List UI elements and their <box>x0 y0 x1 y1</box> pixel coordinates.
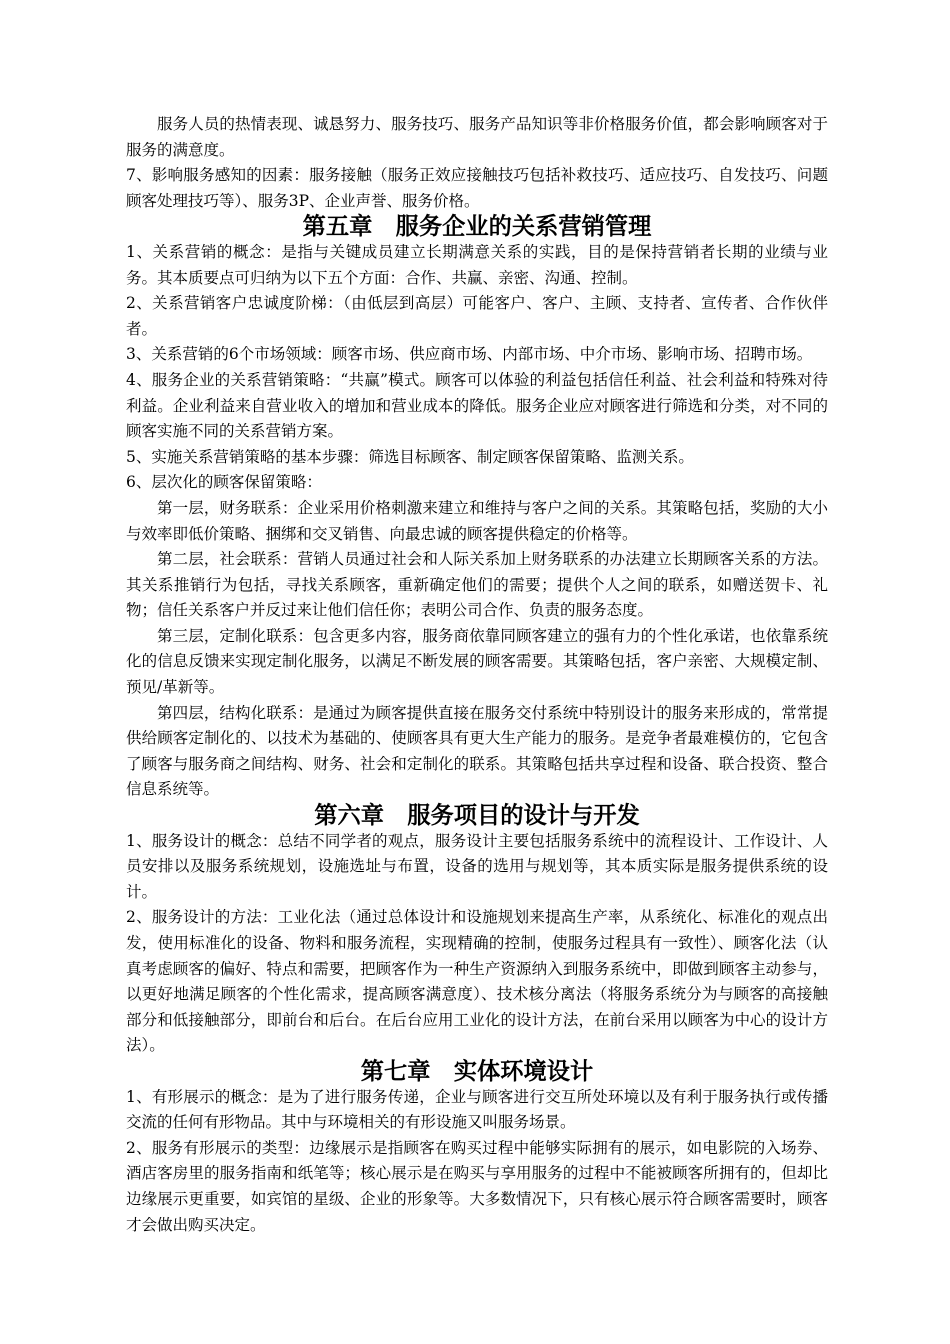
paragraph-5-6-retention-strategy: 6、层次化的顾客保留策略： <box>126 473 322 492</box>
document-page <box>126 112 828 1238</box>
paragraph-service-staff-value: 服务人员的热情表现、诚恳努力、服务技巧、服务产品知识等非价格服务价值，都会影响顾客对于服务的满意度。 <box>126 115 828 159</box>
paragraph-level-2-social: 第二层，社会联系：营销人员通过社会和人际关系加上财务联系的办法建立长期顾客关系的方法。其关系推销行为包括，寻找关系顾客，重新确定他们的需要；提供个人之间的联系，如赠送贺卡、礼物；信任关系客户并反过来让他们信任你；表明公司合作、负责的服务态度。 <box>126 550 828 620</box>
paragraph-5-3-six-markets: 3、关系营销的6个市场领域：顾客市场、供应商市场、内部市场、中介市场、影响市场、招聘市场。 <box>126 345 813 364</box>
chapter-7-heading: 第七章 实体环境设计 <box>360 1057 594 1085</box>
paragraph-6-1-service-design-concept: 1、服务设计的概念：总结不同学者的观点，服务设计主要包括服务系统中的流程设计、工作设计、人员安排以及服务系统规划，设施选址与布置，设备的选用与规划等，其本质实际是服务提供系统的设计。 <box>126 831 828 901</box>
chapter-5-heading: 第五章 服务企业的关系营销管理 <box>302 213 652 241</box>
paragraph-5-5-implementation-steps: 5、实施关系营销策略的基本步骤：筛选目标顾客、制定顾客保留策略、监测关系。 <box>126 447 694 466</box>
paragraph-5-1-relationship-marketing-concept: 1、关系营销的概念：是指与关键成员建立长期满意关系的实践，目的是保持营销者长期的业绩与业务。其本质要点可归纳为以下五个方面：合作、共赢、亲密、沟通、控制。 <box>126 242 828 287</box>
paragraph-level-4-structural: 第四层，结构化联系：是通过为顾客提供直接在服务交付系统中特别设计的服务来形成的，常常提供给顾客定制化的、以技术为基础的、使顾客具有更大生产能力的服务。是竞争者最难模仿的，它包含了顾客与服务商之间结构、财务、社会和定制化的联系。其策略包括共享过程和设备、联合投资、整合信息系统等。 <box>126 703 828 799</box>
paragraph-5-2-loyalty-ladder: 2、关系营销客户忠诚度阶梯：（由低层到高层）可能客户、客户、主顾、支持者、宣传者、合作伙伴者。 <box>126 294 828 338</box>
chapter-6-heading: 第六章 服务项目的设计与开发 <box>314 802 640 830</box>
paragraph-7-1-tangible-evidence-concept: 1、有形展示的概念：是为了进行服务传递，企业与顾客进行交互所处环境以及有利于服务执行或传播交流的任何有形物品。其中与环境相关的有形设施又叫服务场景。 <box>126 1087 828 1132</box>
paragraph-6-2-service-design-methods: 2、服务设计的方法：工业化法（通过总体设计和设施规划来提高生产率，从系统化、标准化的观点出发，使用标准化的设备、物料和服务流程，实现精确的控制，使服务过程具有一致性）、顾客化法（认真考虑顾客的偏好、特点和需要，把顾客作为一种生产资源纳入到服务系统中，即做到顾客主动参与，以更好地满足顾客的个性化需求，提高顾客满意度）、技术核分离法（将服务系统分为与顾客的高接触部分和低接触部分，即前台和后台。在后台应用工业化的设计方法，在前台采用以顾客为中心的设计方法）。 <box>126 908 828 1055</box>
paragraph-5-4-win-win-strategy: 4、服务企业的关系营销策略：“共赢”模式。顾客可以体验的利益包括信任利益、社会利益和特殊对待利益。企业利益来自营业收入的增加和营业成本的降低。服务企业应对顾客进行筛选和分类，对不同的顾客实施不同的关系营销方案。 <box>126 370 828 441</box>
paragraph-7-2-tangible-evidence-types: 2、服务有形展示的类型：边缘展示是指顾客在购买过程中能够实际拥有的展示，如电影院的入场券、酒店客房里的服务指南和纸笔等；核心展示是在购买与享用服务的过程中不能被顾客所拥有的，但却比边缘展示更重要，如宾馆的星级、企业的形象等。大多数情况下，只有核心展示符合顾客需要时，顾客才会做出购买决定。 <box>126 1138 828 1234</box>
paragraph-7-service-perception-factors: 7、影响服务感知的因素：服务接触（服务正效应接触技巧包括补救技巧、适应技巧、自发技巧、问题顾客处理技巧等）、服务3P、企业声誉、服务价格。 <box>126 166 828 210</box>
paragraph-level-3-customization: 第三层，定制化联系：包含更多内容，服务商依靠同顾客建立的强有力的个性化承诺，也依靠系统化的信息反馈来实现定制化服务，以满足不断发展的顾客需要。其策略包括，客户亲密、大规模定制、预见/革新等。 <box>126 626 828 697</box>
paragraph-level-1-financial: 第一层，财务联系：企业采用价格刺激来建立和维持与客户之间的关系。其策略包括，奖励的大小与效率即低价策略、捆绑和交叉销售、向最忠诚的顾客提供稳定的价格等。 <box>126 498 828 543</box>
